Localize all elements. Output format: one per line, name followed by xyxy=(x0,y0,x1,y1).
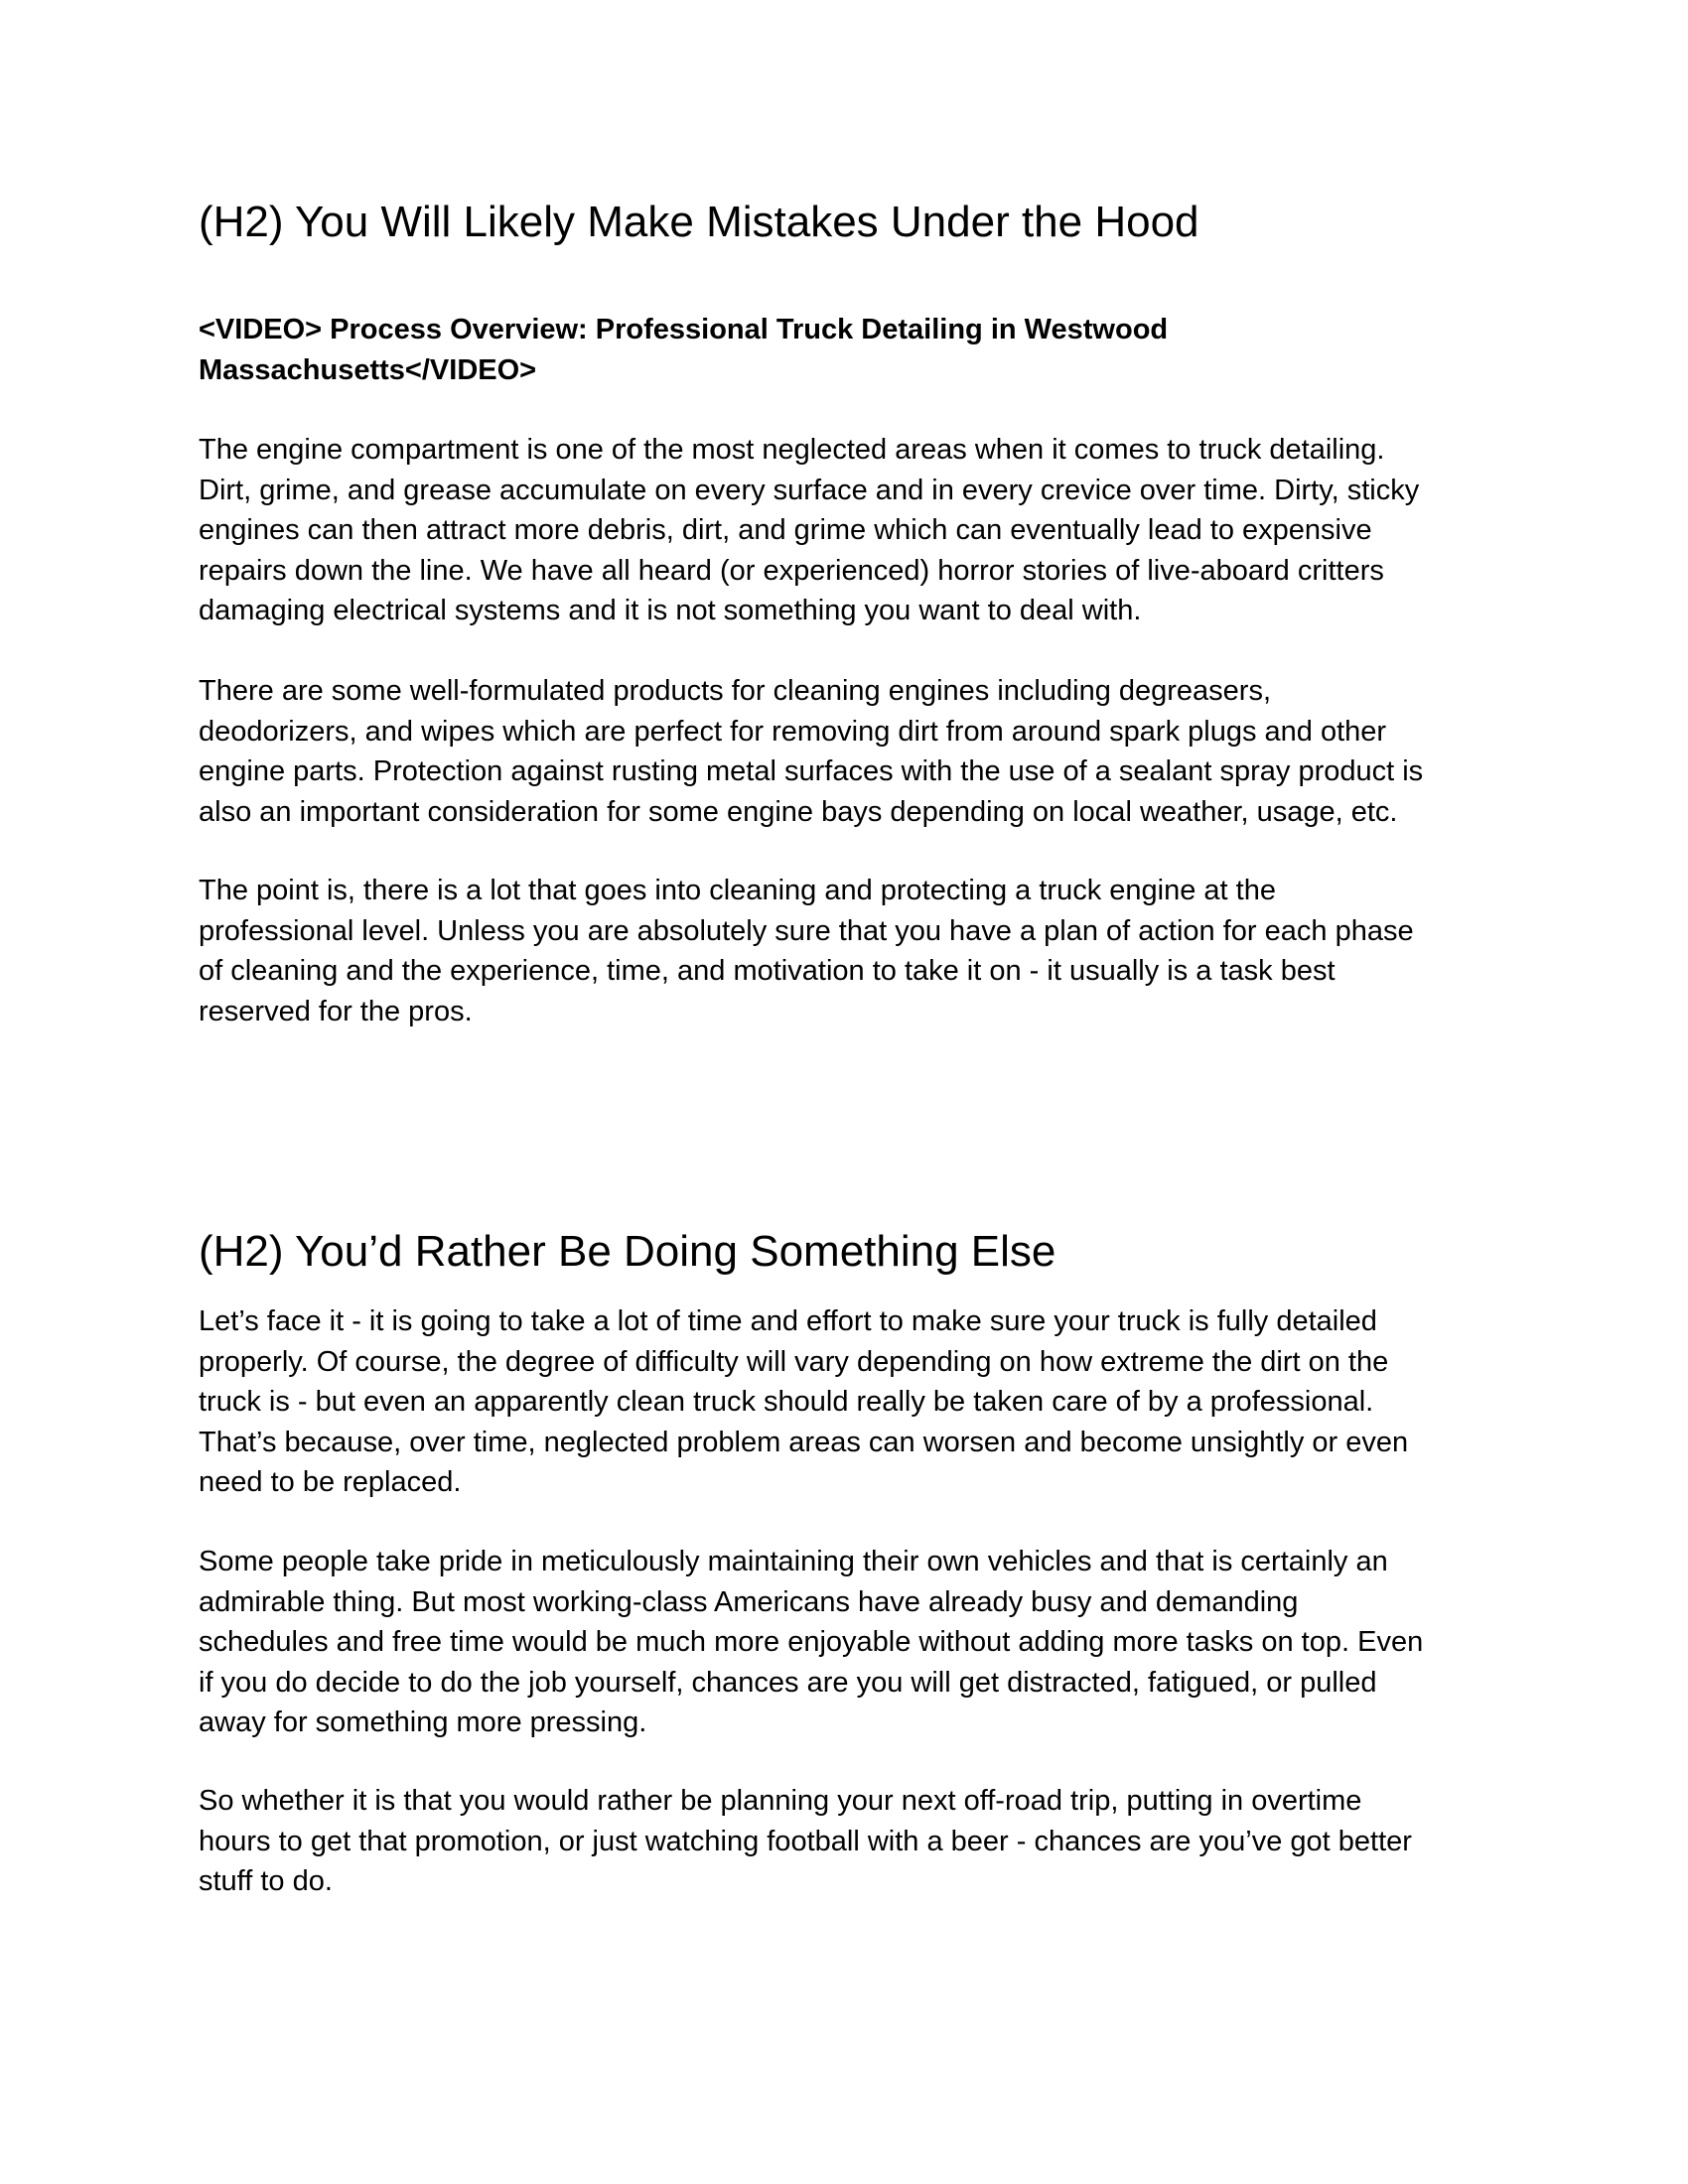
paragraph-face-it: Let’s face it - it is going to take a lot of time and effort to make sure your truck is fully detailed properly. Of course, the degree of difficulty will vary depending on how extreme the dirt on the truck is - but even an apparently clean truck should really be taken care of by a professional. That’s because, over time, neglected problem areas can worsen and become unsightly or even need to be replaced. xyxy=(199,1305,1409,1498)
paragraph-point-is: The point is, there is a lot that goes into cleaning and protecting a truck engine at the professional level. Unless you are absolutely sure that you have a plan of action for each phase of cleaning and the experience, time, and motivation to take it on - it usually is a task best reserved for the pros. xyxy=(199,875,1414,1027)
section-heading-rather-be-doing: (H2) You’d Rather Be Doing Something Else xyxy=(199,1227,1056,1276)
paragraph-take-pride: Some people take pride in meticulously maintaining their own vehicles and that is certainly an admirable thing. But most working-class Americans have already busy and demanding schedules and free time would be much more enjoyable without adding more tasks on top. Even if you do decide to do the job yourself, chances are you will get distracted, fatigued, or pulled away for something more pressing. xyxy=(199,1546,1424,1738)
video-tag-line-2: Massachusetts</VIDEO> xyxy=(199,353,537,386)
paragraph-so-whether: So whether it is that you would rather be planning your next off-road trip, putting in overtime hours to get that promotion, or just watching football with a beer - chances are you’ve got better stuff to do. xyxy=(199,1785,1412,1897)
section-heading-mistakes-under-hood: (H2) You Will Likely Make Mistakes Under the Hood xyxy=(199,198,1199,246)
paragraph-engine-compartment: The engine compartment is one of the most neglected areas when it comes to truck detailing. Dirt, grime, and grease accumulate on every surface and in every crevice over time. Dirty, sticky engines can then attract more debris, dirt, and grime which can eventually lead to expensive repairs down the line. We have all heard (or experienced) horror stories of live-aboard critters damaging electrical systems and it is not something you want to deal with. xyxy=(199,434,1420,626)
video-tag-line-1: <VIDEO> Process Overview: Professional Truck Detailing in Westwood xyxy=(199,314,1169,345)
paragraph-cleaning-products: There are some well-formulated products for cleaning engines including degreasers, deodorizers, and wipes which are perfect for removing dirt from around spark plugs and other engine parts. Protection against rusting metal surfaces with the use of a sealant spray product is also an important consideration for some engine bays depending on local weather, usage, etc. xyxy=(199,675,1424,828)
video-placeholder-tag xyxy=(199,310,1509,390)
